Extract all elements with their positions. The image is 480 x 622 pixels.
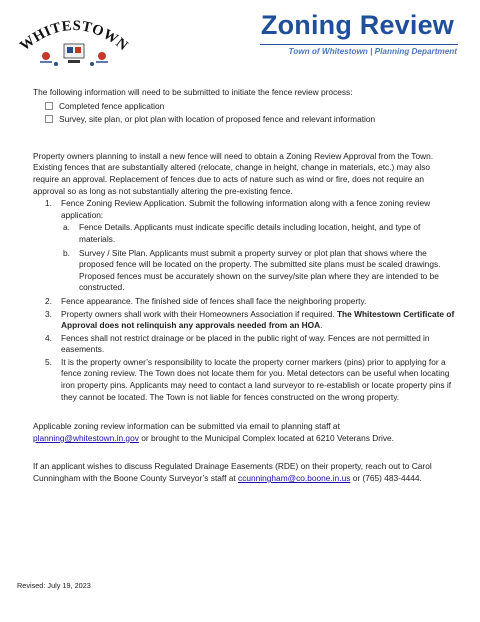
logo-emblem [40, 44, 108, 66]
document-body [33, 87, 458, 485]
list-item: 2. Fence appearance. The finished side of fences shall face the neighboring property. [45, 295, 367, 306]
checkbox-icon [45, 115, 53, 123]
sub-list [61, 222, 458, 294]
rde-paragraph: If an applicant wishes to discuss Regulated Drainage Easements (RDE) on their property, reach out to Carol Cunningham with the Boone County Surveyor’s staff at ccunningham@co.boone.in.us or (765) 483-4444. [33, 461, 432, 484]
page-subtitle: Town of Whitestown | Planning Department [288, 47, 457, 56]
checklist-item: Survey, site plan, or plot plan with location of proposed fence and relevant information [45, 114, 458, 126]
sub-list-item: a. Fence Details. Applicants must indicate specific details including location, height, and type of materials. [63, 222, 421, 244]
planning-email-link[interactable]: planning@whitestown.in.gov [33, 432, 139, 443]
surveyor-email-link[interactable]: ccunningham@co.boone.in.us [238, 473, 351, 484]
list-item: 5. It is the property owner’s responsibility to locate the property corner markers (pins) prior to applying for a fence zoning review. The Town does not locate them for you. Metal detectors can be useful when locating iron property pins. Applicants may need to contact a land surveyor to re-establish or locate property pins if they cannot be located. The Town is not liable for fences constructed on the wrong property. [45, 356, 452, 402]
intro-text: The following information will need to be submitted to initiate the fence review process: [33, 87, 353, 97]
logo-text: WHITESTOWN [16, 17, 132, 55]
header-divider [260, 44, 458, 45]
approval-paragraph: Property owners planning to install a new fence will need to obtain a Zoning Review Approval from the Town. Existing fences that are substantially altered (relocate, change in height, change in materials, etc.) may also require an approval. Replacement of fences due to acts of nature such as wind or fire, does not require an approval so as long as not substantially altering the pre-existing fence. [33, 150, 434, 196]
whitestown-logo [16, 10, 132, 76]
checkbox-icon [45, 102, 53, 110]
sub-list-item: b. Survey / Site Plan. Applicants must submit a property survey or plot plan that shows where the proposed fence will be located on the property. The submitted site plans must be scaled drawings. Proposed fences must be accurately shown on the survey/site plan where they are intended to be constructed. [63, 247, 441, 293]
checklist [33, 101, 458, 126]
page-title: Zoning Review [260, 10, 454, 40]
submission-paragraph: Applicable zoning review information can be submitted via email to planning staff at planning@whitestown.in.gov or brought to the Municipal Complex located at 6210 Veterans Drive. [33, 421, 394, 443]
requirements-list [33, 198, 458, 403]
list-item: 4. Fences shall not restrict drainage or be placed in the public right of way. Fences are not permitted in easements. [45, 332, 430, 355]
list-item: 3. Property owners shall work with their Homeowners Association if required. The Whitestown Certificate of Approval does not relinquish any approvals needed from an HOA. [45, 308, 455, 331]
revision-date: Revised: July 19, 2023 [17, 581, 91, 590]
list-item: 1. Fence Zoning Review Application. Submit the following information along with a fence zoning review application: a. Fence Details. Applicants must indicate specific details including location, height, and type of materials. b. Survey / Site Plan. Applicants must submit a property survey or plot plan that shows where the proposed fence will be located on the property. The submitted site plans must be scaled drawings. Proposed fences must be accurately shown on the survey/site plan where they are intended to be constructed. [33, 198, 458, 294]
checklist-item: Completed fence application [45, 101, 458, 113]
